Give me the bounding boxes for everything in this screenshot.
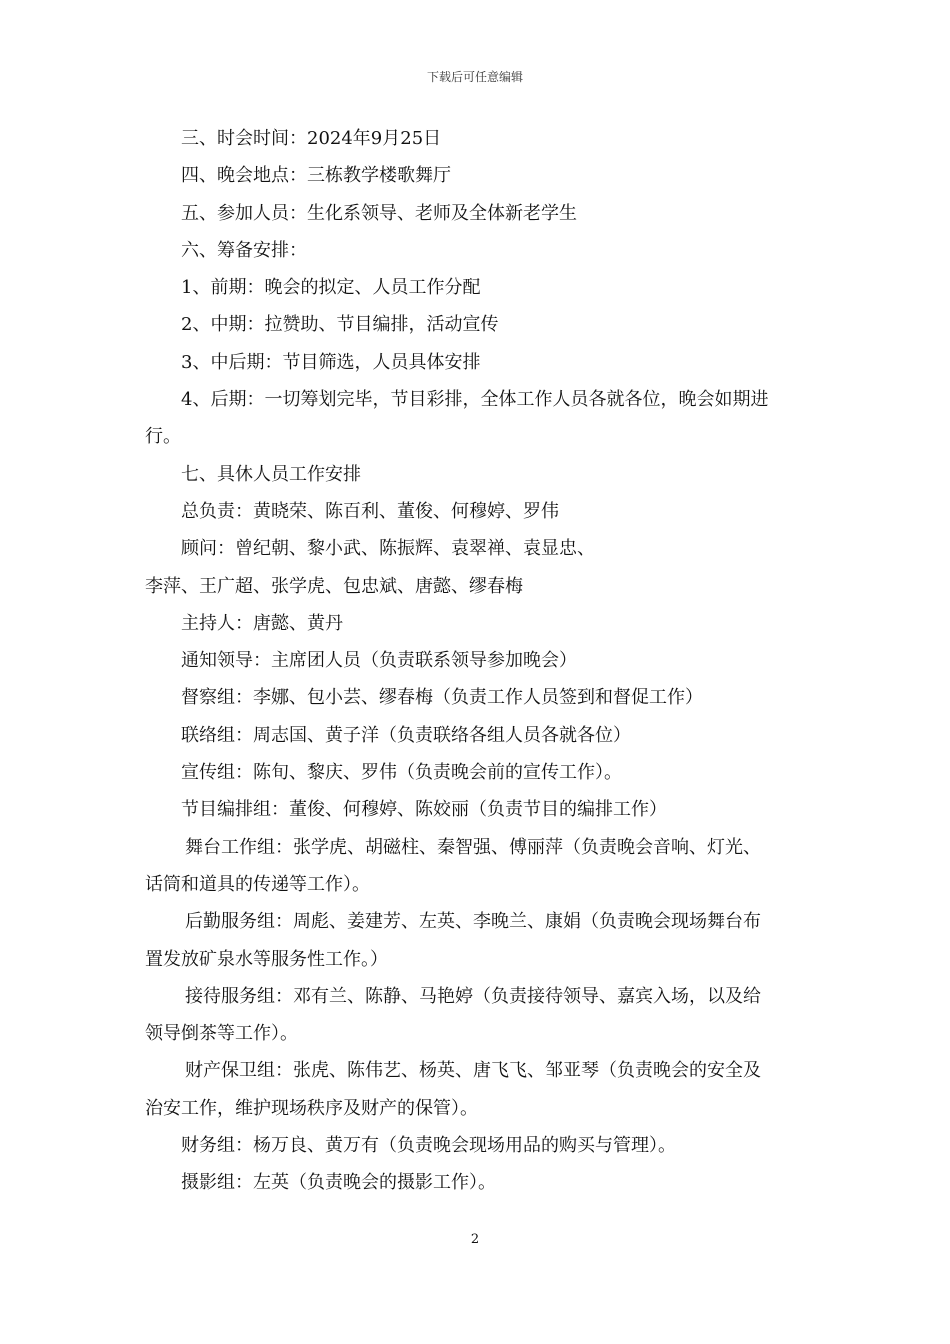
paragraph-logistics-group-cont: 置发放矿泉水等服务性工作。）: [145, 948, 388, 970]
paragraph-logistics-group: 后勤服务组：周彪、姜建芳、左英、李晚兰、康娟（负责晚会现场舞台布: [185, 911, 761, 933]
paragraph-liaison-group: 联络组：周志国、黄子洋（负责联络各组人员各就各位）: [181, 724, 631, 746]
paragraph-stage-group: 舞台工作组：张学虎、胡磁柱、秦智强、傅丽萍（负责晚会音响、灯光、: [185, 836, 761, 858]
paragraph-phase-late-cont: 行。: [145, 426, 181, 448]
paragraph-general-lead: 总负责：黄晓荣、陈百利、董俊、何穆婷、罗伟: [181, 500, 559, 522]
header-note: 下载后可任意编辑: [426, 70, 523, 84]
paragraph-security-group-cont: 治安工作，维护现场秩序及财产的保管）。: [145, 1097, 478, 1119]
document-body: [145, 120, 810, 1202]
paragraph-phase-middle: 2、中期：拉赞助、节目编排，活动宣传: [181, 314, 499, 336]
paragraph-photography-group: 摄影组：左英（负责晚会的摄影工作）。: [181, 1172, 496, 1194]
paragraph-phase-early: 1、前期：晚会的拟定、人员工作分配: [181, 277, 481, 299]
paragraph-reception-group-cont: 领导倒茶等工作）。: [145, 1023, 298, 1045]
paragraph-stage-group-cont: 话筒和道具的传递等工作）。: [145, 873, 370, 895]
paragraph-advisors: 顾问：曾纪朝、黎小武、陈振辉、袁翠禅、袁显忠、: [181, 538, 595, 560]
paragraph-publicity-group: 宣传组：陈旬、黎庆、罗伟（负责晚会前的宣传工作）。: [181, 762, 622, 784]
paragraph-time: 三、时会时间：2024年9月25日: [181, 128, 442, 149]
paragraph-notify-leaders: 通知领导：主席团人员（负责联系领导参加晚会）: [181, 650, 577, 672]
paragraph-participants: 五、参加人员：生化系领导、老师及全体新老学生: [181, 202, 577, 224]
paragraph-staff-heading: 七、具休人员工作安排: [181, 463, 361, 485]
paragraph-supervision-group: 督察组：李娜、包小芸、缪春梅（负责工作人员签到和督促工作）: [181, 687, 703, 709]
paragraph-location: 四、晚会地点：三栋教学楼歌舞厅: [181, 165, 451, 187]
paragraph-advisors-cont: 李萍、王广超、张学虎、包忠斌、唐懿、缪春梅: [145, 575, 523, 597]
paragraph-phase-mid-late: 3、中后期：节目筛选，人员具体安排: [181, 351, 481, 373]
paragraph-hosts: 主持人：唐懿、黄丹: [181, 612, 343, 634]
paragraph-phase-late: 4、后期：一切筹划完毕，节目彩排，全体工作人员各就各位，晚会如期进: [181, 389, 769, 411]
paragraph-reception-group: 接待服务组：邓有兰、陈静、马艳婷（负责接待领导、嘉宾入场，以及给: [185, 985, 761, 1007]
paragraph-preparation-heading: 六、筹备安排：: [181, 239, 307, 261]
paragraph-finance-group: 财务组：杨万良、黄万有（负责晚会现场用品的购买与管理）。: [181, 1135, 676, 1157]
paragraph-security-group: 财产保卫组：张虎、陈伟艺、杨英、唐飞飞、邹亚琴（负责晚会的安全及: [185, 1060, 761, 1082]
page-number: 2: [470, 1232, 480, 1247]
paragraph-program-group: 节目编排组：董俊、何穆婷、陈姣丽（负责节目的编排工作）: [181, 799, 667, 821]
